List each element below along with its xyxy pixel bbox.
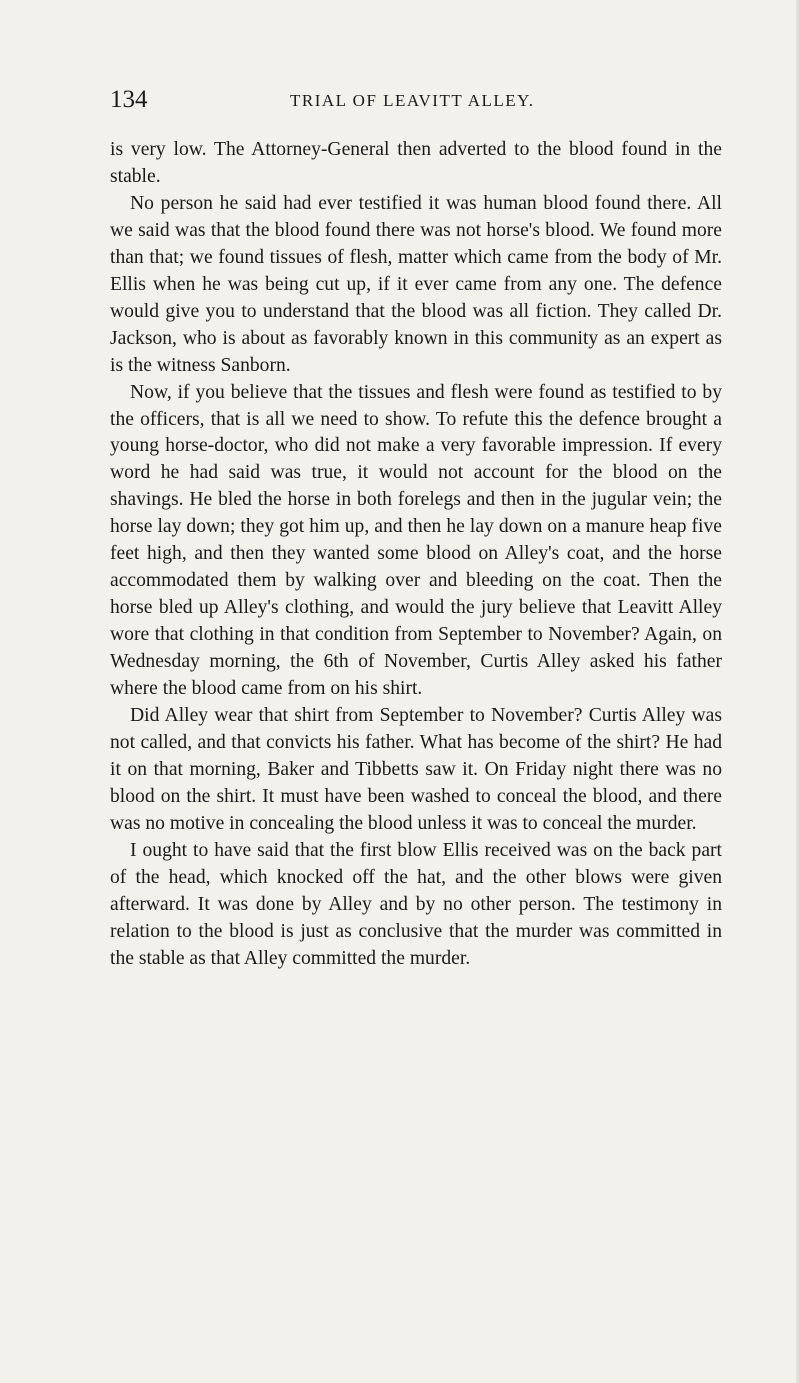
page-header	[110, 85, 722, 115]
paragraph-3: Now, if you believe that the tissues and flesh were found as testified to by the officers, that is all we need to show. To refute this the defence brought a young horse-doctor, who did not make a very favorable impression. If every word he had said was true, it would not account for the blood on the shavings. He bled the horse in both forelegs and then in the jugular vein; the horse lay down; they got him up, and then he lay down on a manure heap five feet high, and then they wanted some blood on Alley's coat, and the horse accommodated them by walking over and bleeding on the coat. Then the horse bled up Alley's clothing, and would the jury believe that Leavitt Alley wore that clothing in that condition from September to November? Again, on Wednesday morning, the 6th of November, Curtis Alley asked his father where the blood came from on his shirt.	[110, 381, 722, 700]
paragraph-1: is very low. The Attorney-General then adverted to the blood found in the stable.	[110, 139, 722, 187]
body-text	[110, 137, 722, 973]
running-title: TRIAL OF LEAVITT ALLEY.	[290, 91, 535, 110]
paragraph-4: Did Alley wear that shirt from September to November? Curtis Alley was not called, and that convicts his father. What has become of the shirt? He had it on that morning, Baker and Tibbetts saw it. On Friday night there was no blood on the shirt. It must have been washed to conceal the blood, and there was no motive in concealing the blood unless it was to conceal the murder.	[110, 705, 722, 834]
paragraph-5: I ought to have said that the first blow Ellis received was on the back part of the head, which knocked off the hat, and the other blows were given afterward. It was done by Alley and by no other person. The testimony in relation to the blood is just as conclusive that the murder was committed in the stable as that Alley committed the murder.	[110, 839, 722, 969]
page-number: 134	[110, 86, 148, 113]
scan-edge	[796, 0, 800, 1383]
paragraph-2: No person he said had ever testified it was human blood found there. All we said was that the blood found there was not horse's blood. We found more than that; we found tissues of flesh, matter which came from the body of Mr. Ellis when he was being cut up, if it ever came from any one. The defence would give you to understand that the blood was all fiction. They called Dr. Jackson, who is about as favorably known in this community as an expert as is the witness Sanborn.	[110, 192, 722, 376]
